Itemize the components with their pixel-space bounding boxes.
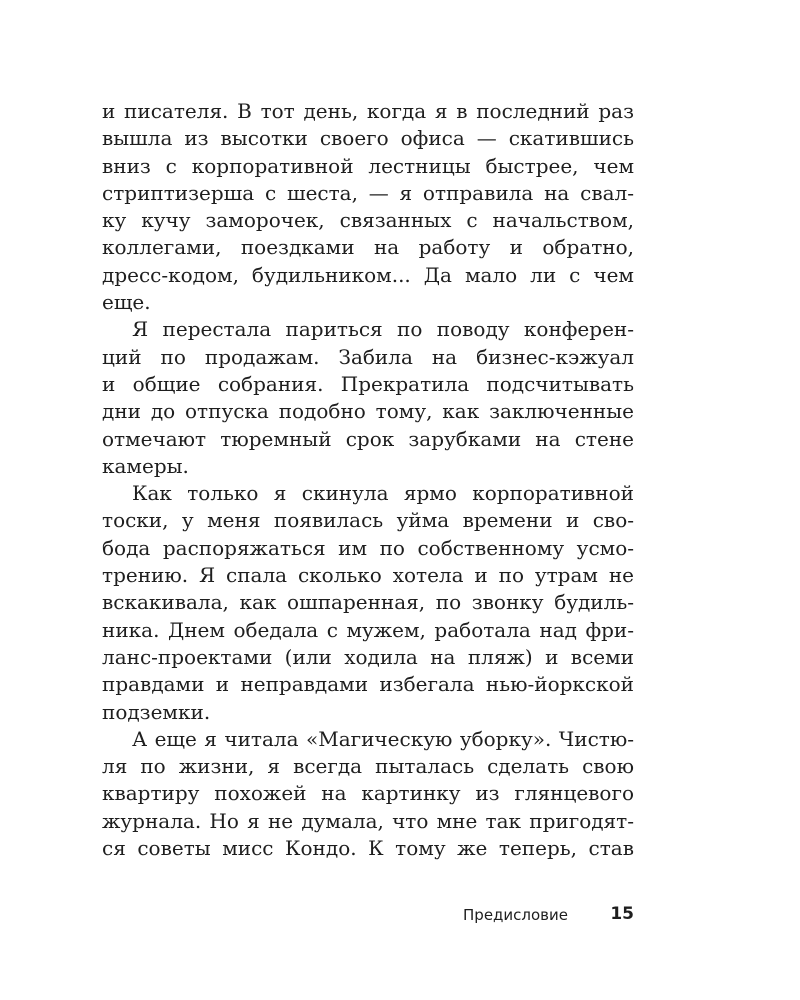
running-head: Предисловие — [463, 906, 568, 924]
text-line: и писателя. В тот день, когда я в последний раз — [102, 99, 634, 123]
paragraph-4 — [102, 726, 634, 862]
text-line: отмечают тюремный срок зарубками на стене — [102, 426, 634, 451]
text-line: бода распоряжаться им по собственному усмо- — [102, 535, 634, 560]
text-line: ся советы мисс Кондо. К тому же теперь, став — [102, 836, 634, 861]
text-line: коллегами, поездками на работу и обратно, — [102, 235, 634, 260]
text-line: и общие собрания. Прекратила подсчитывать — [102, 371, 634, 396]
paragraph-2 — [102, 316, 634, 480]
text-line: Я перестала париться по поводу конферен- — [132, 317, 634, 342]
text-line: тоски, у меня появилась уйма времени и сво- — [102, 508, 634, 533]
text-line: стриптизерша с шеста, — я отправила на свал- — [102, 180, 634, 205]
text-line: ций по продажам. Забила на бизнес-кэжуал — [102, 344, 634, 369]
text-line: правдами и неправдами избегала нью-йоркской — [102, 672, 634, 697]
text-line: вышла из высотки своего офиса — скатившись — [102, 126, 634, 151]
text-line: камеры. — [102, 453, 189, 478]
text-line: дни до отпуска подобно тому, как заключенные — [102, 399, 634, 424]
text-line: ника. Днем обедала с мужем, работала над фри- — [102, 617, 634, 642]
text-line: Как только я скинула ярмо корпоративной — [132, 481, 634, 506]
text-line: А еще я читала «Магическую уборку». Чистю- — [132, 726, 634, 751]
page-footer — [102, 904, 634, 928]
text-line: журнала. Но я не думала, что мне так пригодят- — [102, 808, 634, 833]
paragraph-1 — [102, 98, 634, 316]
text-line: трению. Я спала сколько хотела и по утрам не — [102, 563, 634, 588]
text-line: вскакивала, как ошпаренная, по звонку будиль- — [102, 590, 634, 615]
text-line: вниз с корпоративной лестницы быстрее, чем — [102, 153, 634, 178]
text-line: ку кучу заморочек, связанных с начальством, — [102, 208, 634, 233]
text-line: ланс-проектами (или ходила на пляж) и всеми — [102, 644, 634, 669]
paragraph-3 — [102, 480, 634, 726]
page-number: 15 — [610, 904, 634, 924]
text-line: ля по жизни, я всегда пыталась сделать свою — [102, 754, 634, 779]
text-line: дресс-кодом, будильником... Да мало ли с чем — [102, 262, 634, 287]
body-text — [102, 98, 634, 862]
text-line: еще. — [102, 290, 151, 315]
text-line: подземки. — [102, 699, 211, 724]
text-line: квартиру похожей на картинку из глянцевого — [102, 781, 634, 806]
